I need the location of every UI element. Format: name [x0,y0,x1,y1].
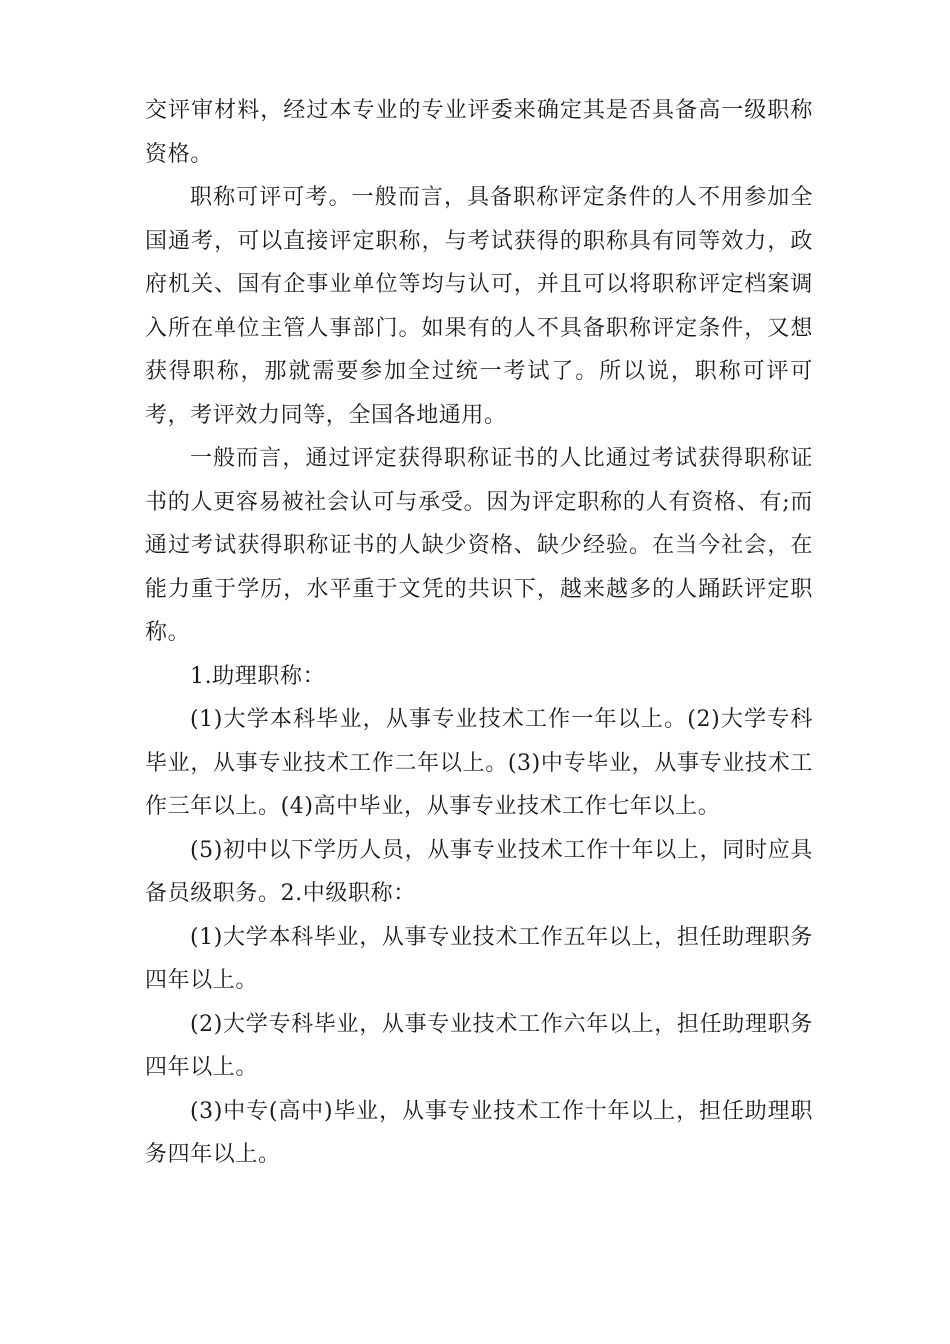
paragraph-assistant-requirements: (1)大学本科毕业，从事专业技术工作一年以上。(2)大学专科毕业，从事专业技术工作二年以上。(3)中专毕业，从事专业技术工作三年以上。(4)高中毕业，从事专业技术工作七年以上。 [145,707,813,819]
paragraph-title-evaluation: 职称可评可考。一般而言，具备职称评定条件的人不用参加全国通考，可以直接评定职称，与考试获得的职称具有同等效力，政府机关、国有企事业单位等均与认可，并且可以将职称评定档案调入所在单位主管人事部门。如果有的人不具备职称评定条件，又想获得职称，那就需要参加全过统一考试了。所以说，职称可评可考，考评效力同等，全国各地通用。 [145,185,813,428]
paragraph-recognition: 一般而言，通过评定获得职称证书的人比通过考试获得职称证书的人更容易被社会认可与承受。因为评定职称的人有资格、有;而通过考试获得职称证书的人缺少资格、缺少经验。在当今社会，在能力重于学历，水平重于文凭的共识下，越来越多的人踊跃评定职称。 [145,446,813,645]
paragraph-intermediate-requirement-2: (2)大学专科毕业，从事专业技术工作六年以上，担任助理职务四年以上。 [145,1011,813,1080]
paragraph-intermediate-requirement-1: (1)大学本科毕业，从事专业技术工作五年以上，担任助理职务四年以上。 [145,924,813,993]
heading-assistant-title: 1.助理职称： [190,663,326,689]
paragraph-continuation: 交评审材料，经过本专业的专业评委来确定其是否具备高一级职称资格。 [145,98,813,167]
document-body [145,89,813,1177]
paragraph-intermediate-requirement-3: (3)中专(高中)毕业，从事专业技术工作十年以上，担任助理职务四年以上。 [145,1098,813,1167]
paragraph-assistant-requirement-5: (5)初中以下学历人员，从事专业技术工作十年以上，同时应具备员级职务。2.中级职称： [145,837,813,906]
